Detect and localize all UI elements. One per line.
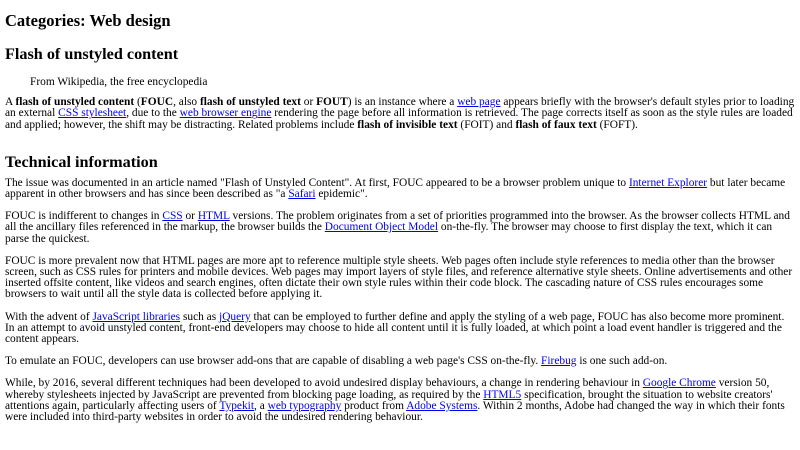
- text-run: To emulate an FOUC, developers can use browser add-ons that are capable of disabling a web page's CSS on-the-fly.: [5, 355, 542, 368]
- wiki-link[interactable]: web typography: [267, 399, 342, 412]
- text-run: specification, brought the situation to website creators' attentions again, particularly affecting users of: [5, 388, 773, 412]
- wiki-link[interactable]: web browser engine: [179, 107, 272, 120]
- text-run: , a: [254, 399, 268, 412]
- text-run: A: [5, 96, 16, 109]
- wiki-link[interactable]: Internet Explorer: [628, 176, 708, 189]
- text-run: on-the-fly. The browser may choose to first display the text, which it can parse the quickest.: [5, 221, 773, 245]
- text-run: version 50, whereby stylesheets injected by JavaScript are prevented from blocking page loading, as required by the: [5, 377, 770, 401]
- bold-term: flash of invisible text: [357, 118, 458, 131]
- wiki-link[interactable]: Safari: [288, 188, 316, 201]
- technical-paragraph: [5, 256, 795, 301]
- wiki-link[interactable]: CSS stylesheet: [58, 107, 127, 120]
- text-run: (: [134, 96, 141, 109]
- text-run: , due to the: [126, 107, 180, 120]
- wiki-link[interactable]: JavaScript libraries: [92, 310, 181, 323]
- bold-term: FOUT: [316, 96, 348, 109]
- text-run: The issue was documented in an article named "Flash of Unstyled Content". At first, FOUC appeared to be a browser problem unique to: [5, 176, 629, 189]
- intro-paragraph: [5, 97, 795, 131]
- text-run: epidemic".: [315, 188, 368, 201]
- text-run: ) is an instance where a: [347, 96, 458, 109]
- text-run: . Within 2 months, Adobe had changed the way in which their fonts were included into third-party websites in order to avoid the undesired rendering behaviour.: [5, 399, 785, 424]
- bold-term: flash of faux text: [515, 118, 597, 131]
- technical-paragraph: [5, 356, 795, 367]
- technical-paragraph: [5, 312, 795, 346]
- wiki-link[interactable]: jQuery: [219, 310, 251, 323]
- section-heading-technical: Technical information: [5, 152, 158, 171]
- article-title: Flash of unstyled content: [5, 45, 179, 63]
- text-run: product from: [341, 399, 407, 412]
- text-run: but later became apparent in other browsers and has since been described as "a: [5, 176, 786, 201]
- text-run: versions. The problem originates from a set of priorities programmed into the browser. As the browser collects HTML and all the ancillary files referenced in the markup, the browser builds the: [5, 210, 790, 234]
- text-run: or: [182, 210, 198, 223]
- text-run: is one such add-on.: [576, 355, 668, 368]
- wiki-link[interactable]: HTML5: [483, 388, 522, 401]
- bold-term: FOUC: [140, 96, 174, 109]
- wiki-link[interactable]: Google Chrome: [642, 377, 716, 390]
- wiki-link[interactable]: Document Object Model: [324, 221, 439, 234]
- text-run: FOUC is more prevalent now that HTML pages are more apt to reference multiple style sheets. Web pages often include style references to media other than the browser screen, such as CSS rules for printers and mobile devices. Web pages may import layers of style files, and reference alternative style sheets. Online advertisements and other inserted offsite content, like videos and search engines, often dictate their own style rules within their code block. The cascading nature of CSS rules encourages some browsers to wait until all the style data is collected before applying it.: [5, 254, 793, 301]
- technical-paragraph: [5, 378, 795, 423]
- wiki-link[interactable]: HTML: [197, 210, 230, 223]
- text-run: (FOFT).: [596, 118, 638, 131]
- bold-term: flash of unstyled content: [15, 96, 135, 109]
- text-run: such as: [180, 310, 220, 323]
- article-subtitle: From Wikipedia, the free encyclopedia: [30, 76, 208, 88]
- text-run: FOUC is indifferent to changes in: [5, 210, 163, 223]
- text-run: While, by 2016, several different techniques had been developed to avoid undesired display behaviours, a change in rendering behaviour in: [5, 377, 643, 390]
- text-run: , also: [173, 96, 200, 109]
- technical-paragraph: [5, 178, 795, 200]
- wiki-link[interactable]: Adobe Systems: [406, 399, 478, 412]
- text-run: or: [300, 96, 317, 109]
- wiki-link[interactable]: CSS: [162, 210, 183, 223]
- category-title: Categories: Web design: [5, 11, 171, 30]
- wiki-link[interactable]: web page: [457, 96, 501, 109]
- text-run: (FOIT) and: [457, 118, 516, 131]
- wiki-link[interactable]: Firebug: [541, 355, 577, 368]
- text-run: appears briefly with the browser's default styles prior to loading an external: [5, 96, 795, 120]
- wiki-link[interactable]: Typekit: [219, 399, 254, 412]
- text-run: that can be employed to further define and apply the styling of a web page, FOUC has also become more prominent. In an attempt to avoid unstyled content, front-end developers may choose to hide all content until it is fully loaded, at which point a load event handler is triggered and the content appears.: [5, 310, 785, 346]
- text-run: With the advent of: [5, 310, 93, 323]
- technical-paragraph: [5, 211, 795, 245]
- text-run: rendering the page before all information is retrieved. The page corrects itself as soon as the style rules are loaded and applied; however, the shift may be distracting. Related problems include: [5, 107, 793, 131]
- bold-term: flash of unstyled text: [199, 96, 301, 109]
